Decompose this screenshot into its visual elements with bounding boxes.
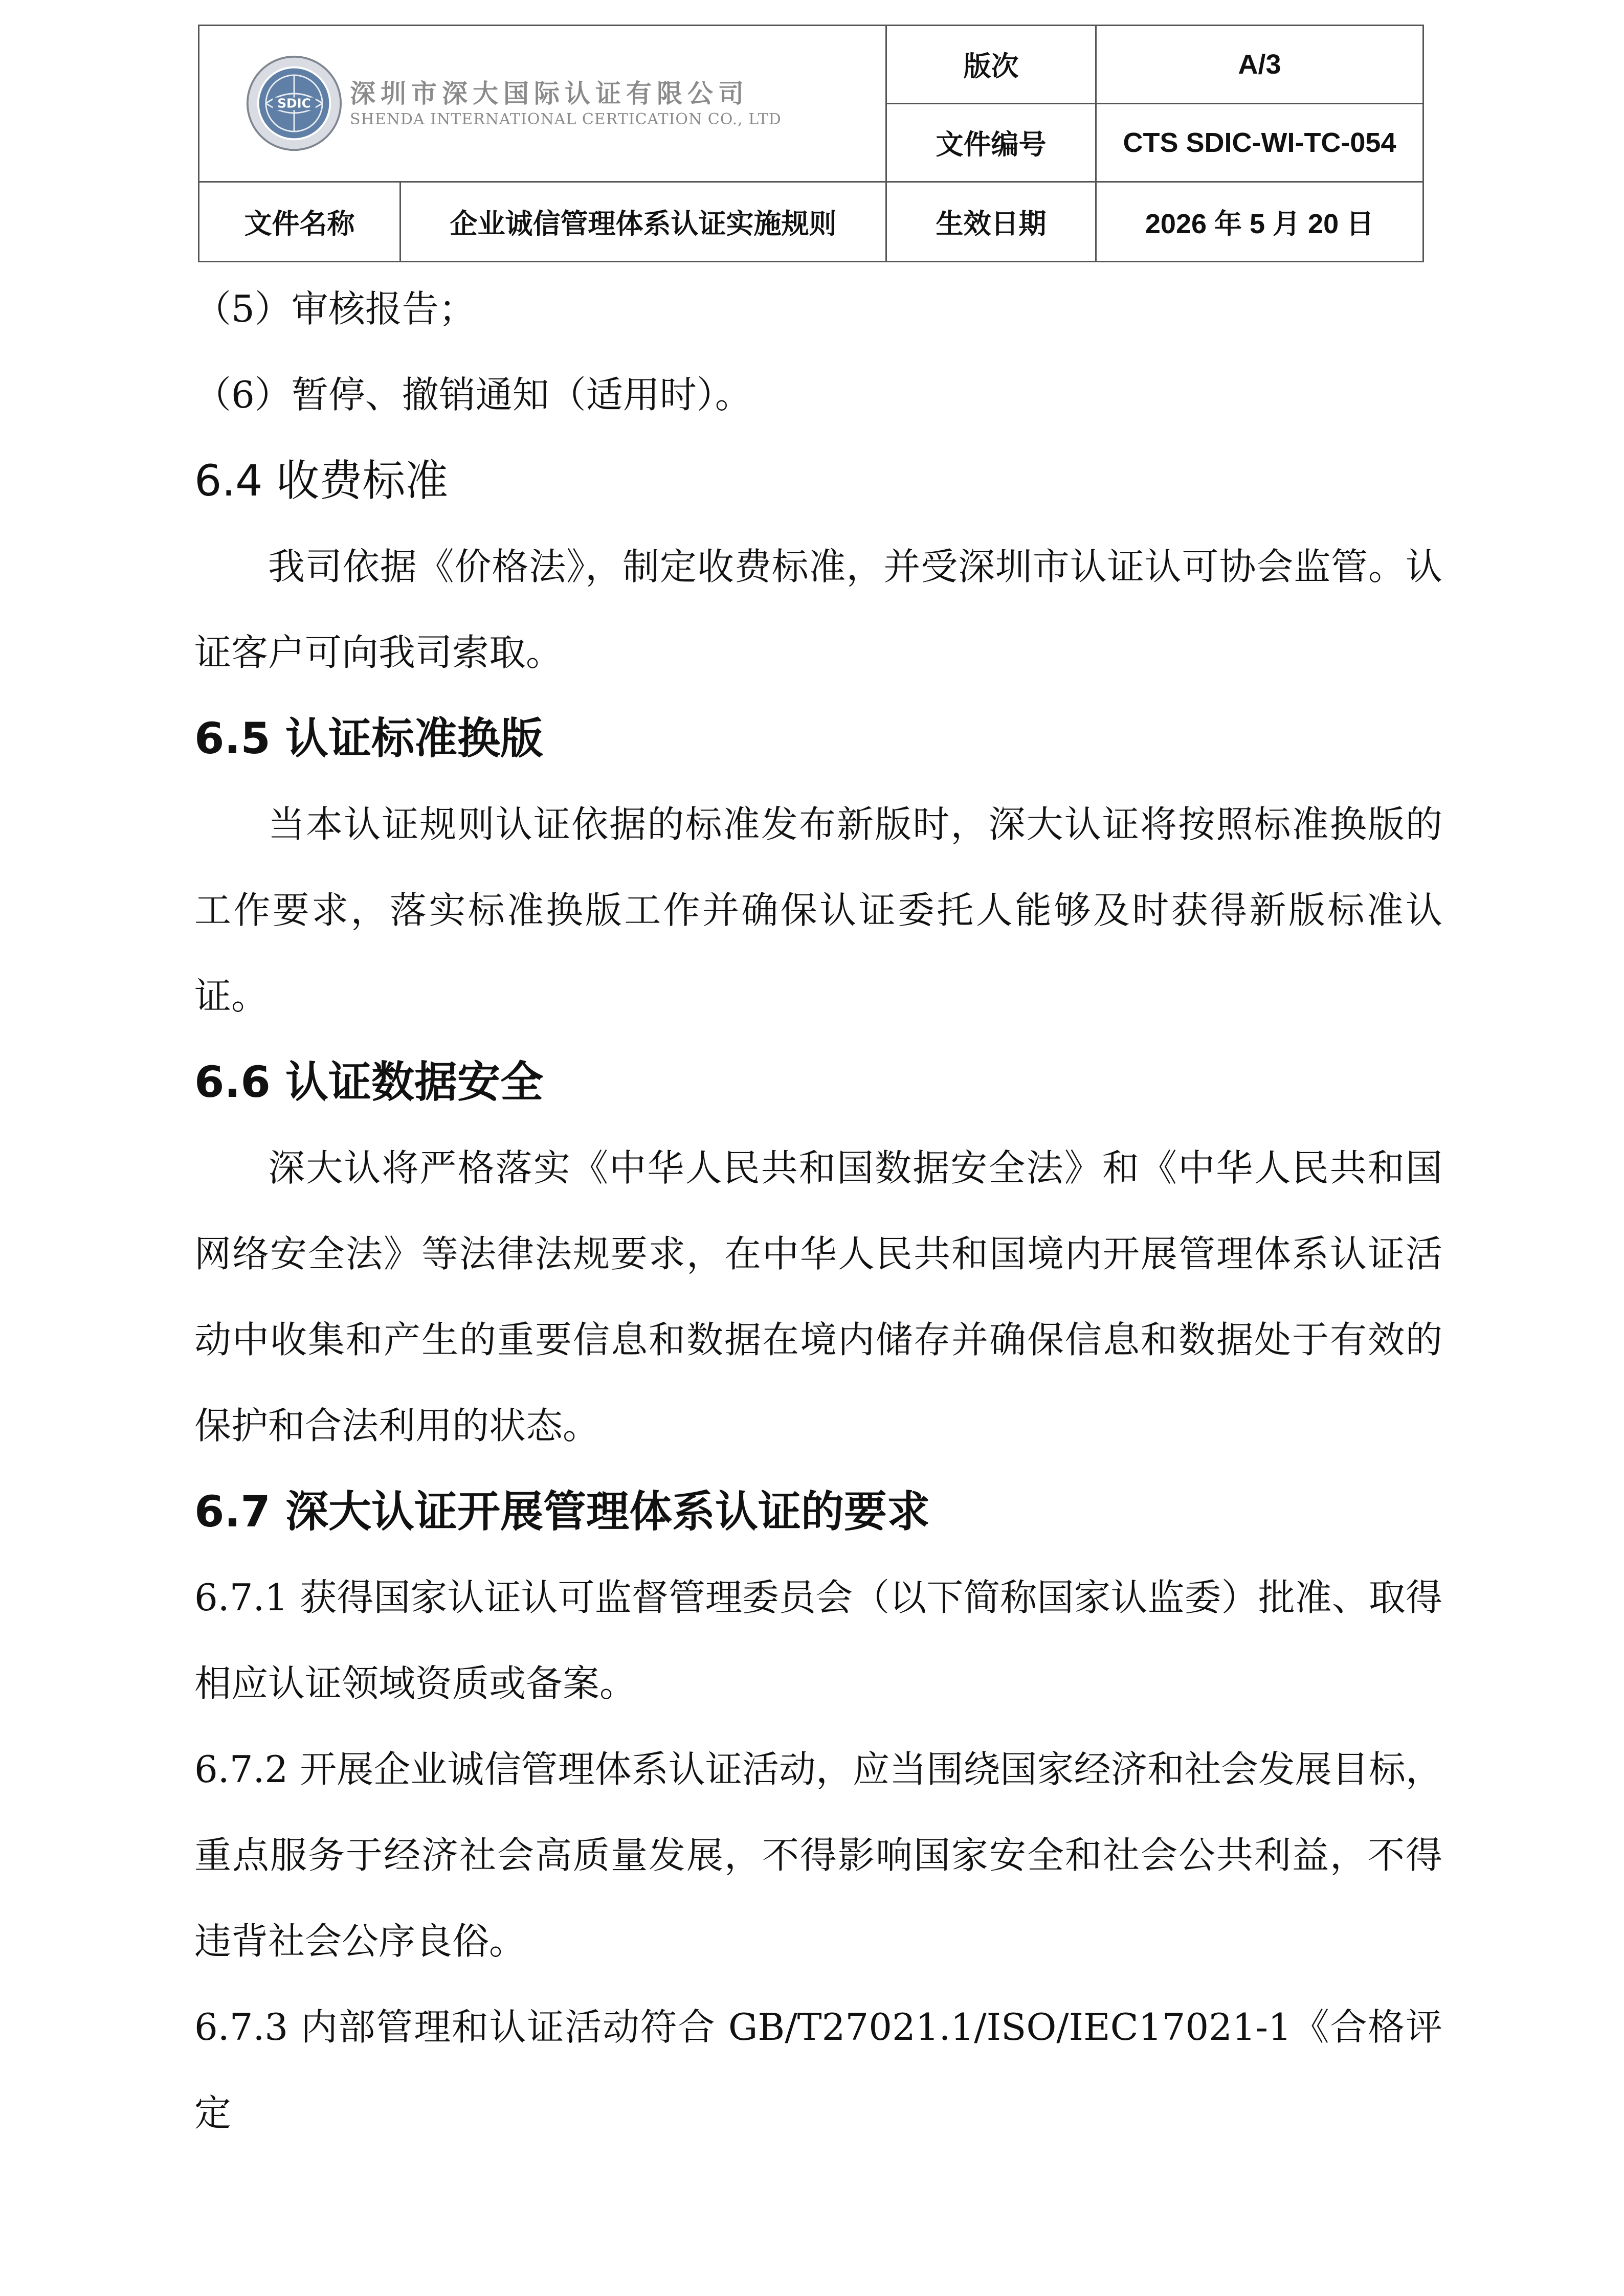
clause-6-7-2: 6.7.2 开展企业诚信管理体系认证活动，应当围绕国家经济和社会发展目标，重点服务于经济社会高质量发展，不得影响国家安全和社会公共利益，不得违背社会公序良俗。 bbox=[194, 1748, 1442, 1963]
section-heading-6-7: 6.7 深大认证开展管理体系认证的要求 bbox=[194, 1487, 930, 1537]
doc-number-value: CTS SDIC-WI-TC-054 bbox=[1096, 103, 1423, 182]
document-header bbox=[198, 25, 1422, 262]
doc-name-label: 文件名称 bbox=[199, 182, 401, 261]
company-name-en: SHENDA INTERNATIONAL CERTICATION CO., LTD bbox=[350, 110, 782, 128]
document-body bbox=[194, 266, 1442, 2156]
section-paragraph-6-5: 当本认证规则认证依据的标准发布新版时，深大认证将按照标准换版的工作要求，落实标准换版工作并确保认证委托人能够及时获得新版标准认证。 bbox=[194, 803, 1442, 1018]
company-logo-cell bbox=[199, 26, 886, 182]
clause-6-7-1: 6.7.1 获得国家认证认可监督管理委员会（以下简称国家认监委）批准、取得相应认证领域资质或备案。 bbox=[194, 1576, 1442, 1705]
effective-date-value: 2026 年 5 月 20 日 bbox=[1096, 182, 1423, 261]
section-heading-6-6: 6.6 认证数据安全 bbox=[194, 1057, 544, 1107]
company-name-cn: 深圳市深大国际认证有限公司 bbox=[350, 79, 749, 109]
header-table bbox=[198, 25, 1424, 262]
list-item-6: （6）暂停、撤销通知（适用时）。 bbox=[194, 373, 752, 416]
clause-6-7-3: 6.7.3 内部管理和认证活动符合 GB/T27021.1/ISO/IEC17021-1《合格评定 bbox=[194, 2006, 1442, 2134]
logo-text: SDIC bbox=[277, 96, 311, 111]
doc-name-value: 企业诚信管理体系认证实施规则 bbox=[401, 182, 886, 261]
list-item-5: （5）审核报告； bbox=[194, 287, 476, 330]
section-paragraph-6-6: 深大认将严格落实《中华人民共和国数据安全法》和《中华人民共和国网络安全法》等法律法规要求，在中华人民共和国境内开展管理体系认证活动中收集和产生的重要信息和数据在境内储存并确保信息和数据处于有效的保护和合法利用的状态。 bbox=[194, 1146, 1442, 1447]
section-heading-6-5: 6.5 认证标准换版 bbox=[194, 713, 544, 763]
section-paragraph-6-4: 我司依据《价格法》，制定收费标准，并受深圳市认证认可协会监管。认证客户可向我司索取。 bbox=[194, 545, 1442, 674]
doc-number-label: 文件编号 bbox=[886, 103, 1096, 182]
effective-date-label: 生效日期 bbox=[886, 182, 1096, 261]
company-logo bbox=[246, 55, 885, 152]
version-label: 版次 bbox=[886, 26, 1096, 104]
section-heading-6-4: 6.4 收费标准 bbox=[194, 456, 449, 506]
version-value: A/3 bbox=[1096, 26, 1423, 104]
company-seal-icon bbox=[246, 55, 343, 152]
